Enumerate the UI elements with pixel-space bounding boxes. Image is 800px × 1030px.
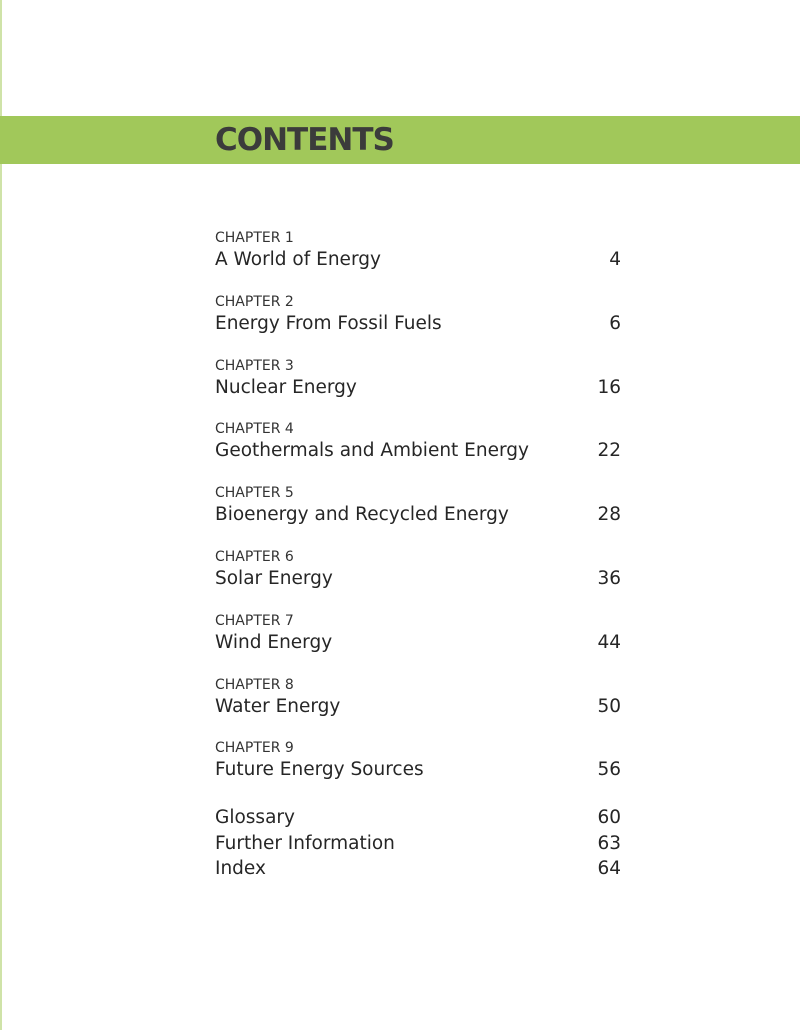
page-number: 22 <box>597 440 621 462</box>
toc-chapter-4[interactable] <box>215 418 621 482</box>
contents-banner <box>0 116 800 164</box>
chapter-title: Solar Energy <box>215 567 333 589</box>
chapter-label: CHAPTER 9 <box>215 740 294 757</box>
page-number: 64 <box>597 858 621 880</box>
toc-chapter-2[interactable] <box>215 291 621 355</box>
page-number: 63 <box>597 832 621 854</box>
chapter-label: CHAPTER 5 <box>215 485 294 502</box>
page-number: 4 <box>609 249 621 270</box>
chapter-title: Future Energy Sources <box>215 759 424 781</box>
chapter-title: Water Energy <box>215 695 341 717</box>
page-number: 16 <box>597 376 621 398</box>
chapter-label: CHAPTER 2 <box>215 293 294 310</box>
chapter-label: CHAPTER 3 <box>215 357 294 374</box>
chapter-label: CHAPTER 7 <box>215 612 294 629</box>
toc-chapter-8[interactable] <box>215 674 621 738</box>
toc-glossary[interactable] <box>215 805 621 831</box>
page-number: 6 <box>609 312 621 334</box>
chapter-title: Geothermals and Ambient Energy <box>215 440 529 462</box>
backmatter-title: Index <box>215 858 266 880</box>
table-of-contents <box>215 227 621 882</box>
toc-chapter-3[interactable] <box>215 355 621 419</box>
backmatter-title: Glossary <box>215 807 295 829</box>
toc-chapter-7[interactable] <box>215 610 621 674</box>
chapter-label: CHAPTER 4 <box>215 421 294 438</box>
chapter-title: A World of Energy <box>215 249 381 270</box>
backmatter-list <box>215 805 621 882</box>
backmatter-title: Further Information <box>215 832 395 854</box>
page-number: 60 <box>597 807 621 829</box>
chapter-label: CHAPTER 1 <box>215 230 294 246</box>
chapter-label: CHAPTER 8 <box>215 676 294 693</box>
chapter-title: Bioenergy and Recycled Energy <box>215 504 509 526</box>
chapter-title: Nuclear Energy <box>215 376 357 398</box>
toc-chapter-6[interactable] <box>215 546 621 610</box>
page-number: 36 <box>597 567 621 589</box>
chapter-title: Energy From Fossil Fuels <box>215 312 442 334</box>
toc-chapter-9[interactable] <box>215 737 621 801</box>
page-number: 28 <box>597 504 621 526</box>
page-number: 50 <box>597 695 621 717</box>
chapter-title: Wind Energy <box>215 631 333 653</box>
page-title: CONTENTS <box>215 122 394 158</box>
toc-further-information[interactable] <box>215 831 621 857</box>
toc-index[interactable] <box>215 856 621 882</box>
page-number: 56 <box>597 759 621 781</box>
page-number: 44 <box>597 631 621 653</box>
toc-chapter-5[interactable] <box>215 482 621 546</box>
toc-chapter-1[interactable] <box>215 227 621 291</box>
chapter-label: CHAPTER 6 <box>215 548 294 565</box>
